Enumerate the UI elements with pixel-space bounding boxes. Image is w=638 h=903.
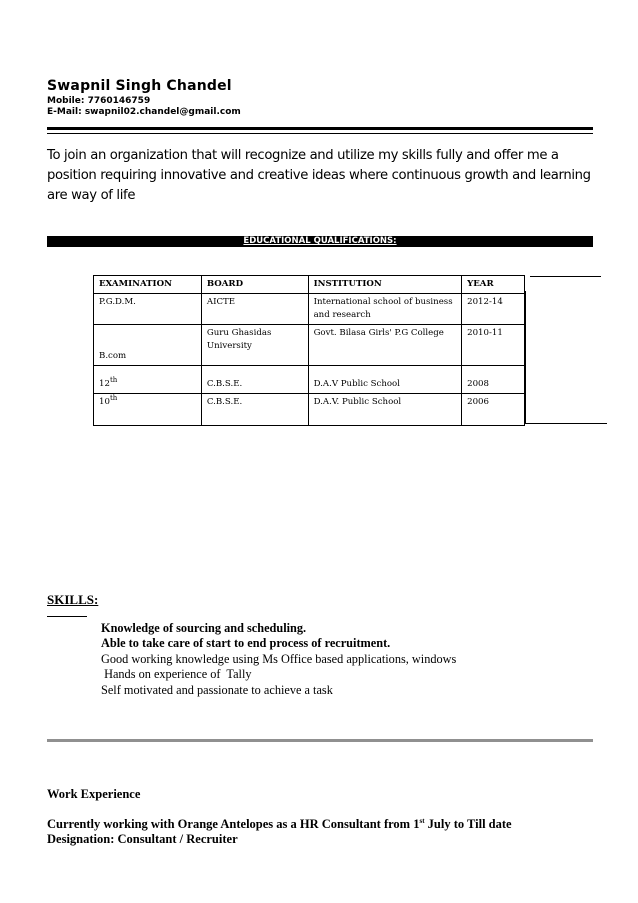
- institution-cell: D.A.V. Public School: [308, 394, 462, 426]
- institution-cell: Govt. Bilasa Girls' P.G College: [308, 325, 462, 366]
- list-item: Able to take care of start to end process of recruitment.: [101, 636, 391, 651]
- column-header-institution: INSTITUTION: [308, 276, 462, 294]
- skills-underline: [47, 616, 87, 617]
- board-cell: Guru Ghasidas University: [201, 325, 308, 366]
- table-row: [94, 394, 525, 426]
- exam-name: 10: [99, 397, 110, 407]
- institution-cell: International school of business and research: [308, 294, 462, 325]
- section-divider: [47, 739, 593, 742]
- board-cell: C.B.S.E.: [201, 366, 308, 394]
- exam-name: 12: [99, 379, 110, 389]
- current-position-date: July to Till date: [424, 817, 512, 831]
- list-item: Good working knowledge using Ms Office based applications, windows: [101, 651, 457, 666]
- exam-cell: [94, 366, 202, 394]
- current-position-text: Currently working with Orange Antelopes as a HR Consultant from 1: [47, 817, 420, 831]
- header-divider-thin: [47, 133, 593, 134]
- mobile-number: Mobile: 7760146759: [47, 96, 151, 106]
- decorative-line: [530, 276, 601, 277]
- exam-cell: [94, 394, 202, 426]
- header-divider: [47, 127, 593, 130]
- candidate-name: Swapnil Singh Chandel: [47, 78, 232, 94]
- table-row: [94, 294, 525, 325]
- exam-superscript: th: [109, 394, 118, 403]
- column-header-year: YEAR: [462, 276, 525, 294]
- exam-superscript: th: [109, 376, 118, 385]
- column-header-examination: EXAMINATION: [94, 276, 202, 294]
- exam-name: B.com: [99, 351, 127, 361]
- table-header-row: [94, 276, 525, 294]
- list-item: Knowledge of sourcing and scheduling.: [101, 621, 307, 635]
- education-heading: EDUCATIONAL QUALIFICATIONS:: [47, 236, 593, 247]
- list-item: Hands on experience of Tally: [101, 667, 252, 682]
- decorative-line: [525, 291, 526, 424]
- board-cell: AICTE: [201, 294, 308, 325]
- designation: Designation: Consultant / Recruiter: [47, 832, 238, 846]
- career-objective: To join an organization that will recognize and utilize my skills fully and offer me a position requiring innovative and creative ideas where continuous growth and learning are way of life: [47, 148, 591, 203]
- table-row: [94, 325, 525, 366]
- year-cell: 2012-14: [462, 294, 525, 325]
- exam-name: P.G.D.M.: [99, 297, 136, 307]
- date-superscript: st: [419, 816, 425, 825]
- table-row: [94, 366, 525, 394]
- institution-cell: D.A.V Public School: [308, 366, 462, 394]
- current-position: [47, 817, 512, 832]
- board-cell: C.B.S.E.: [201, 394, 308, 426]
- skills-list: [101, 621, 456, 698]
- decorative-line: [525, 423, 607, 424]
- exam-cell: [94, 325, 202, 366]
- column-header-board: BOARD: [201, 276, 308, 294]
- skills-heading: SKILLS:: [47, 592, 99, 607]
- email-address: E-Mail: swapnil02.chandel@gmail.com: [47, 107, 241, 117]
- year-cell: 2006: [462, 394, 525, 426]
- year-cell: 2008: [462, 366, 525, 394]
- work-experience-heading: Work Experience: [47, 787, 141, 801]
- education-table: [93, 275, 525, 426]
- exam-cell: [94, 294, 202, 325]
- year-cell: 2010-11: [462, 325, 525, 366]
- list-item: Self motivated and passionate to achieve a task: [101, 682, 333, 697]
